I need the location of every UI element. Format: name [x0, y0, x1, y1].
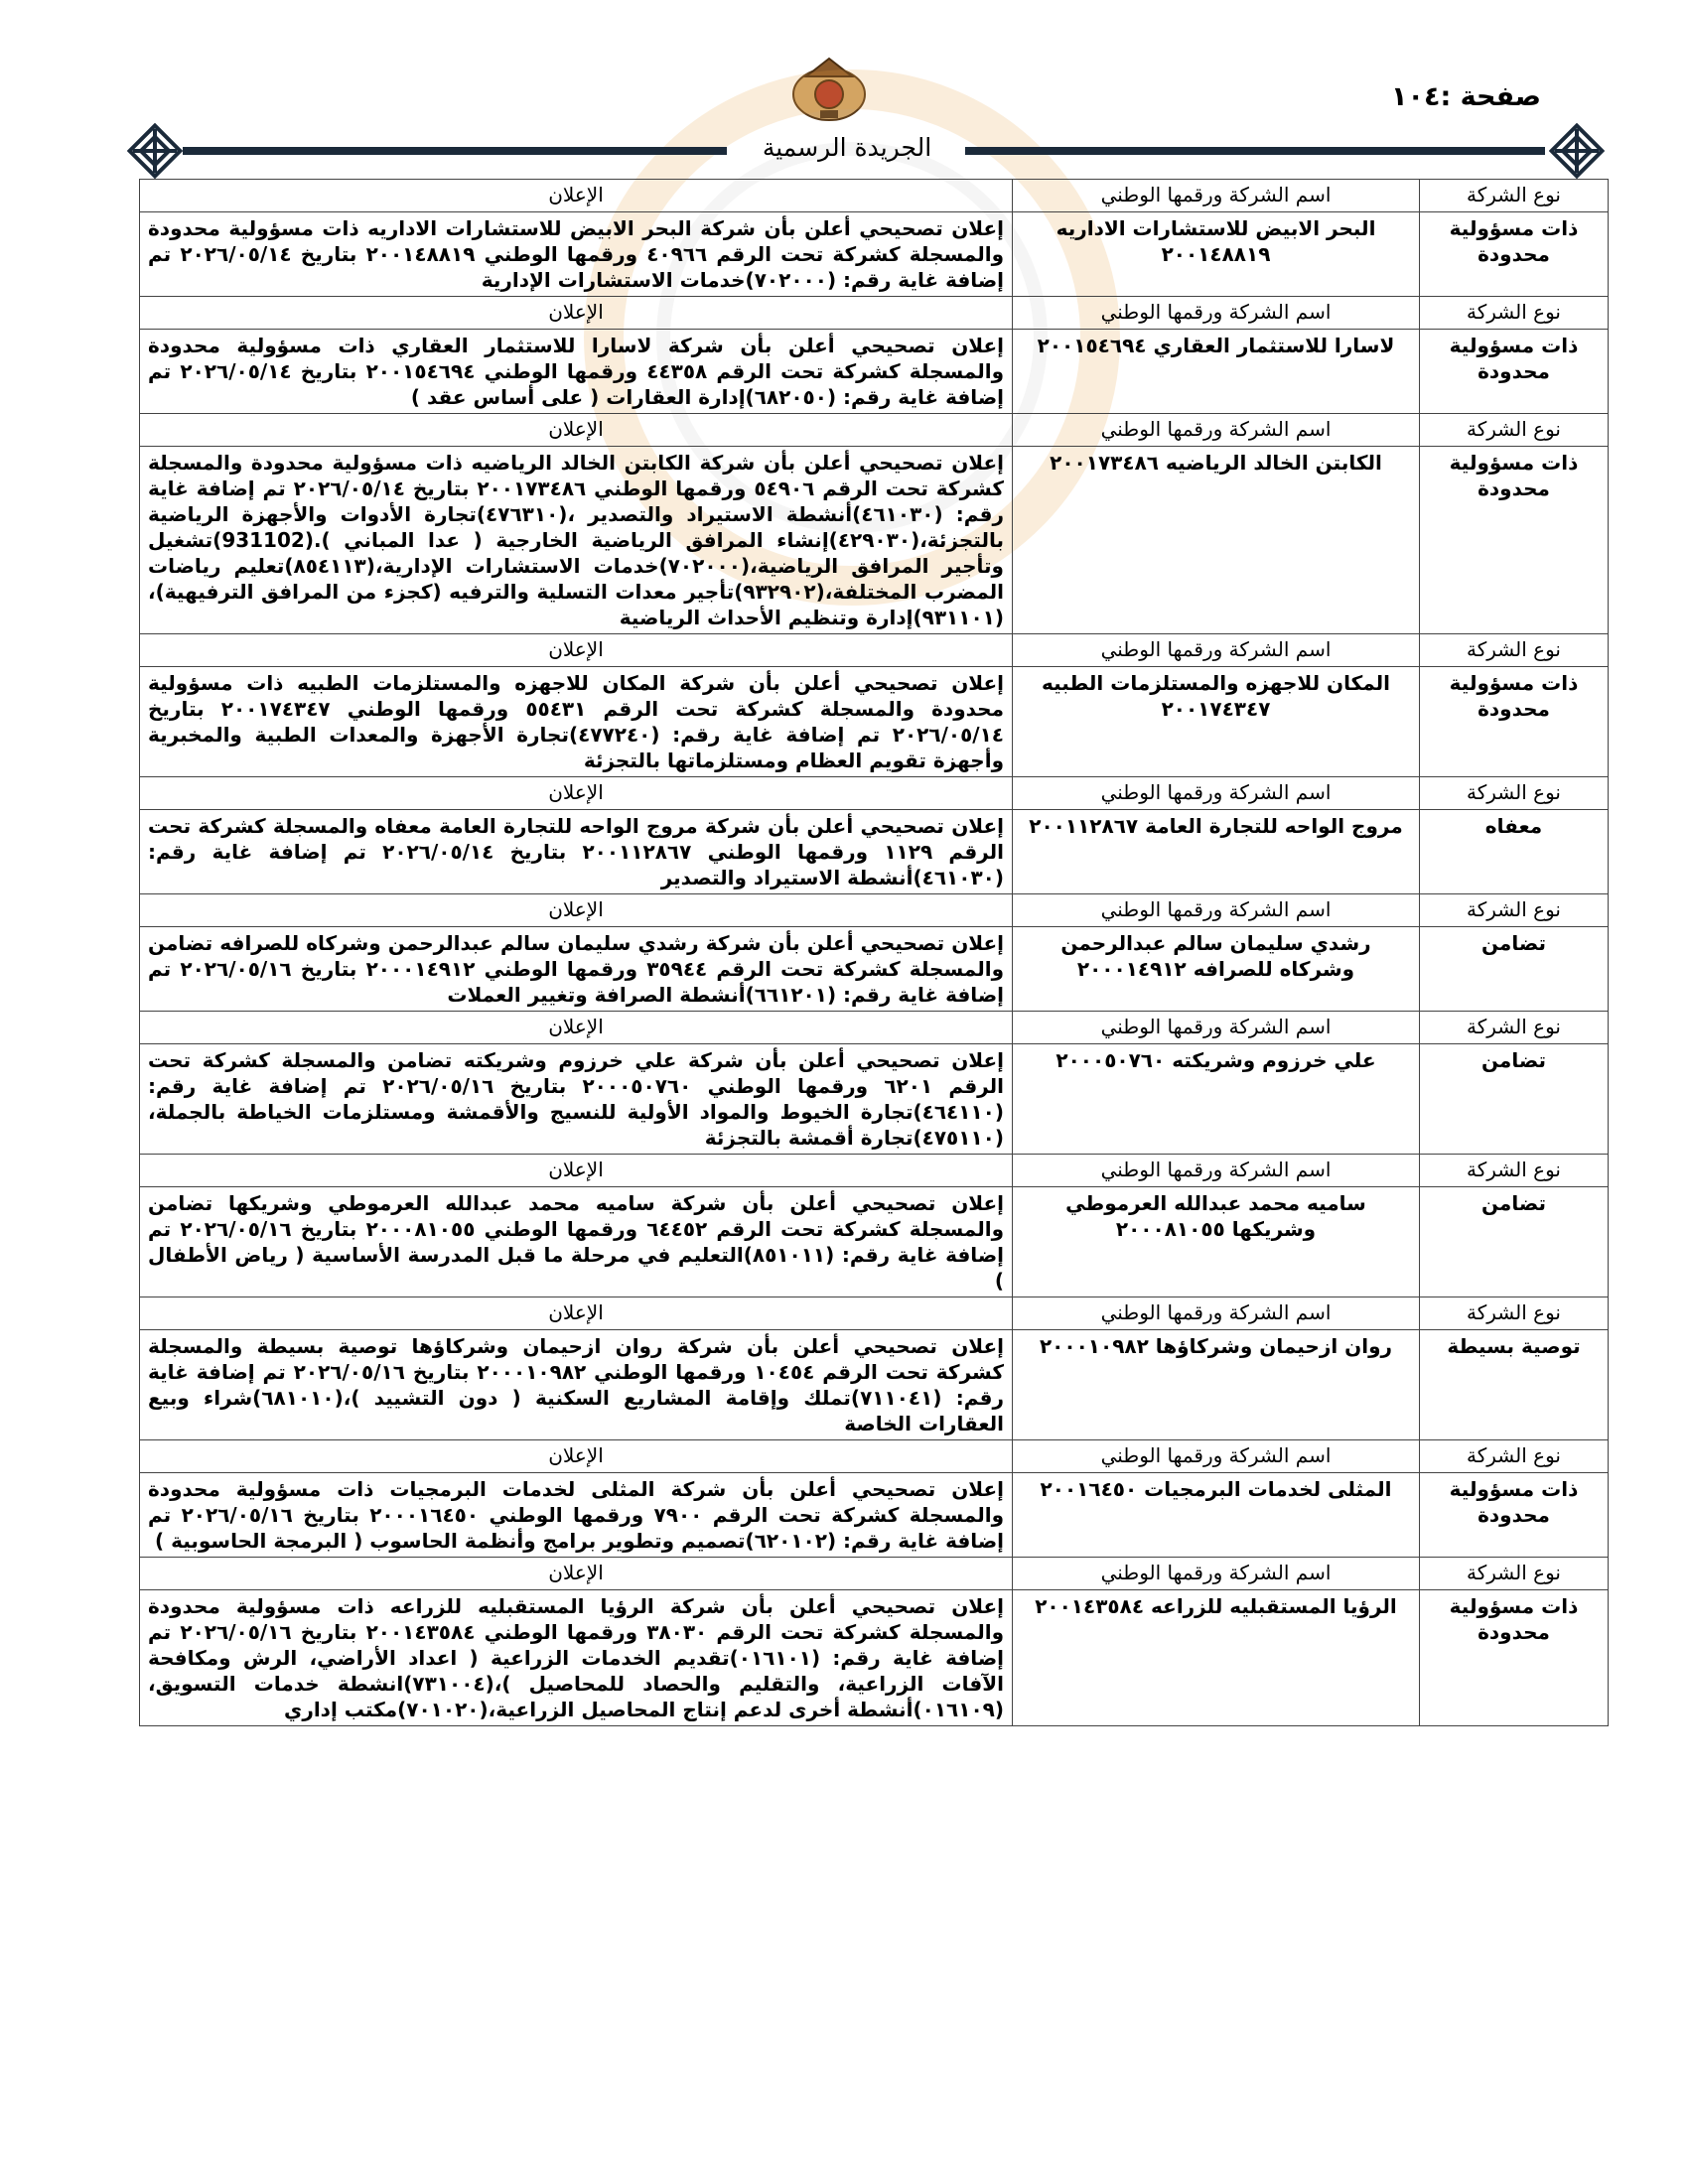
header-company-name: اسم الشركة ورقمها الوطني: [1013, 894, 1420, 927]
table-row: [140, 927, 1609, 1012]
table-header-row: [140, 180, 1609, 212]
table-header-row: [140, 414, 1609, 447]
table-row: [140, 1473, 1609, 1558]
company-name: مروج الواحه للتجارة العامة ٢٠٠١١٢٨٦٧: [1013, 810, 1420, 894]
announcement-text: إعلان تصحيحي أعلن بأن شركة ساميه محمد عبدالله العرموطي وشريكها تضامن والمسجلة كشركة تحت الرقم ٦٤٤٥٢ ورقمها الوطني ٢٠٠٠٨١٠٥٥ بتاريخ ٢٠٢٦/٠٥/١٦ تم إضافة غاية رقم: (٨٥١٠١١)التعليم في مرحلة ما قبل المدرسة الأساسية ( رياض الأطفال ): [140, 1187, 1013, 1297]
header-company-name: اسم الشركة ورقمها الوطني: [1013, 1558, 1420, 1590]
table-header-row: [140, 634, 1609, 667]
header-announcement: الإعلان: [140, 1558, 1013, 1590]
company-name: علي خرزوم وشريكته ٢٠٠٠٥٠٧٦٠: [1013, 1044, 1420, 1155]
ornament-knot-icon: [1549, 123, 1605, 179]
company-type: ذات مسؤولية محدودة: [1420, 212, 1609, 297]
company-type: تضامن: [1420, 1044, 1609, 1155]
company-name: لاسارا للاستثمار العقاري ٢٠٠١٥٤٦٩٤: [1013, 330, 1420, 414]
company-type: ذات مسؤولية محدودة: [1420, 1590, 1609, 1726]
company-type: توصية بسيطة: [1420, 1330, 1609, 1440]
header-company-type: نوع الشركة: [1420, 1440, 1609, 1473]
announcement-text: إعلان تصحيحي أعلن بأن شركة علي خرزوم وشريكته تضامن والمسجلة كشركة تحت الرقم ٦٢٠١ ورقمها الوطني ٢٠٠٠٥٠٧٦٠ بتاريخ ٢٠٢٦/٠٥/١٦ تم إضافة غاية رقم: (٤٦٤١١٠)تجارة الخيوط والمواد الأولية للنسيج والأقمشة ومستلزمات الخياطة بالجملة،(٤٧٥١١٠)تجارة أقمشة بالتجزئة: [140, 1044, 1013, 1155]
header-company-type: نوع الشركة: [1420, 1155, 1609, 1187]
header-announcement: الإعلان: [140, 1297, 1013, 1330]
header-company-name: اسم الشركة ورقمها الوطني: [1013, 1297, 1420, 1330]
company-name: روان ازحيمان وشركاؤها ٢٠٠٠١٠٩٨٢: [1013, 1330, 1420, 1440]
header-announcement: الإعلان: [140, 414, 1013, 447]
header-announcement: الإعلان: [140, 1155, 1013, 1187]
table-header-row: [140, 1440, 1609, 1473]
company-name: الرؤيا المستقبليه للزراعه ٢٠٠١٤٣٥٨٤: [1013, 1590, 1420, 1726]
header-company-name: اسم الشركة ورقمها الوطني: [1013, 1440, 1420, 1473]
header-announcement: الإعلان: [140, 297, 1013, 330]
table-header-row: [140, 1012, 1609, 1044]
gazette-title: الجريدة الرسمية: [762, 133, 932, 162]
company-type: ذات مسؤولية محدودة: [1420, 447, 1609, 634]
ornament-knot-icon: [127, 123, 183, 179]
announcements-table: [139, 179, 1609, 1726]
table-header-row: [140, 297, 1609, 330]
page-number: صفحة :١٠٤: [1390, 81, 1541, 112]
company-name: رشدي سليمان سالم عبدالرحمن وشركاه للصرافه ٢٠٠٠١٤٩١٢: [1013, 927, 1420, 1012]
header-announcement: الإعلان: [140, 894, 1013, 927]
header-company-type: نوع الشركة: [1420, 180, 1609, 212]
table-row: [140, 1590, 1609, 1726]
announcement-text: إعلان تصحيحي أعلن بأن شركة الرؤيا المستقبليه للزراعه ذات مسؤولية محدودة والمسجلة كشركة تحت الرقم ٣٨٠٣٠ ورقمها الوطني ٢٠٠١٤٣٥٨٤ بتاريخ ٢٠٢٦/٠٥/١٦ تم إضافة غاية رقم: (٠١٦١٠١)تقديم الخدمات الزراعية ( اعداد الأراضي، الرش ومكافحة الآفات الزراعية، والتقليم والحصاد للمحاصيل )،(٧٣١٠٠٤)انشطة خدمات التسويق،(٠١٦١٠٩)أنشطة أخرى لدعم إنتاج المحاصيل الزراعية،(٧٠١٠٢٠)مكتب إداري: [140, 1590, 1013, 1726]
company-name: ساميه محمد عبدالله العرموطي وشريكها ٢٠٠٠٨١٠٥٥: [1013, 1187, 1420, 1297]
table-row: [140, 1330, 1609, 1440]
table-row: [140, 667, 1609, 777]
header-announcement: الإعلان: [140, 180, 1013, 212]
announcement-text: إعلان تصحيحي أعلن بأن شركة البحر الابيض للاستشارات الاداريه ذات مسؤولية محدودة والمسجلة كشركة تحت الرقم ٤٠٩٦٦ ورقمها الوطني ٢٠٠١٤٨٨١٩ بتاريخ ٢٠٢٦/٠٥/١٤ تم إضافة غاية رقم: (٧٠٢٠٠٠)خدمات الاستشارات الإدارية: [140, 212, 1013, 297]
company-type: معفاه: [1420, 810, 1609, 894]
header-company-type: نوع الشركة: [1420, 777, 1609, 810]
table-header-row: [140, 894, 1609, 927]
header-rule-left: [183, 147, 727, 155]
header-company-type: نوع الشركة: [1420, 634, 1609, 667]
table-header-row: [140, 1558, 1609, 1590]
announcement-text: إعلان تصحيحي أعلن بأن شركة رشدي سليمان سالم عبدالرحمن وشركاه للصرافه تضامن والمسجلة كشركة تحت الرقم ٣٥٩٤٤ ورقمها الوطني ٢٠٠٠١٤٩١٢ بتاريخ ٢٠٢٦/٠٥/١٦ تم إضافة غاية رقم: (٦٦١٢٠١)أنشطة الصرافة وتغيير العملات: [140, 927, 1013, 1012]
company-type: ذات مسؤولية محدودة: [1420, 330, 1609, 414]
header-company-name: اسم الشركة ورقمها الوطني: [1013, 634, 1420, 667]
header-announcement: الإعلان: [140, 634, 1013, 667]
announcement-text: إعلان تصحيحي أعلن بأن شركة الكابتن الخالد الرياضيه ذات مسؤولية محدودة والمسجلة كشركة تحت الرقم ٥٤٩٠٦ ورقمها الوطني ٢٠٠١٧٣٤٨٦ بتاريخ ٢٠٢٦/٠٥/١٤ تم إضافة غاية رقم: (٤٦١٠٣٠)أنشطة الاستيراد والتصدير ،(٤٧٦٣١٠)تجارة الأدوات والأجهزة الرياضية بالتجزئة،(٤٢٩٠٣٠)إنشاء المرافق الرياضية الخارجية ( عدا المباني ).(931102)تشغيل وتأجير المرافق الرياضية،(٧٠٢٠٠٠)خدمات الاستشارات الإدارية،(٨٥٤١١٣)تعليم رياضات المضرب المختلفة،(٩٣٢٩٠٢)تأجير معدات التسلية والترفيه (كجزء من المرافق الترفيهية)،(٩٣١١٠١)إدارة وتنظيم الأحداث الرياضية: [140, 447, 1013, 634]
table-header-row: [140, 1297, 1609, 1330]
header-company-name: اسم الشركة ورقمها الوطني: [1013, 180, 1420, 212]
table-row: [140, 1044, 1609, 1155]
table-header-row: [140, 777, 1609, 810]
table-row: [140, 810, 1609, 894]
table-row: [140, 1187, 1609, 1297]
company-type: تضامن: [1420, 1187, 1609, 1297]
table-header-row: [140, 1155, 1609, 1187]
announcement-text: إعلان تصحيحي أعلن بأن شركة لاسارا للاستثمار العقاري ذات مسؤولية محدودة والمسجلة كشركة تحت الرقم ٤٤٣٥٨ ورقمها الوطني ٢٠٠١٥٤٦٩٤ بتاريخ ٢٠٢٦/٠٥/١٤ تم إضافة غاية رقم: (٦٨٢٠٥٠)إدارة العقارات ( على أساس عقد ): [140, 330, 1013, 414]
announcement-text: إعلان تصحيحي أعلن بأن شركة روان ازحيمان وشركاؤها توصية بسيطة والمسجلة كشركة تحت الرقم ١٠٤٥٤ ورقمها الوطني ٢٠٠٠١٠٩٨٢ بتاريخ ٢٠٢٦/٠٥/١٦ تم إضافة غاية رقم: (٧١١٠٤١)تملك وإقامة المشاريع السكنية ( دون التشييد )،(٦٨١٠١٠)شراء وبيع العقارات الخاصة: [140, 1330, 1013, 1440]
header-announcement: الإعلان: [140, 777, 1013, 810]
company-type: ذات مسؤولية محدودة: [1420, 667, 1609, 777]
company-name: المثلى لخدمات البرمجيات ٢٠٠١٦٤٥٠: [1013, 1473, 1420, 1558]
header-company-type: نوع الشركة: [1420, 297, 1609, 330]
announcement-text: إعلان تصحيحي أعلن بأن شركة المكان للاجهزه والمستلزمات الطبيه ذات مسؤولية محدودة والمسجلة كشركة تحت الرقم ٥٥٤٣١ ورقمها الوطني ٢٠٠١٧٤٣٤٧ بتاريخ ٢٠٢٦/٠٥/١٤ تم إضافة غاية رقم: (٤٧٧٢٤٠)تجارة الأجهزة والمعدات الطبية والمخبرية وأجهزة تقويم العظام ومستلزماتها بالتجزئة: [140, 667, 1013, 777]
header-company-type: نوع الشركة: [1420, 1297, 1609, 1330]
header-rule-right: [965, 147, 1545, 155]
company-type: تضامن: [1420, 927, 1609, 1012]
header-announcement: الإعلان: [140, 1012, 1013, 1044]
company-name: الكابتن الخالد الرياضيه ٢٠٠١٧٣٤٨٦: [1013, 447, 1420, 634]
company-type: ذات مسؤولية محدودة: [1420, 1473, 1609, 1558]
company-name: المكان للاجهزه والمستلزمات الطبيه ٢٠٠١٧٤٣٤٧: [1013, 667, 1420, 777]
table-row: [140, 447, 1609, 634]
company-name: البحر الابيض للاستشارات الاداريه ٢٠٠١٤٨٨١٩: [1013, 212, 1420, 297]
header-company-type: نوع الشركة: [1420, 894, 1609, 927]
header-company-name: اسم الشركة ورقمها الوطني: [1013, 414, 1420, 447]
announcement-text: إعلان تصحيحي أعلن بأن شركة مروج الواحه للتجارة العامة معفاه والمسجلة كشركة تحت الرقم ١١٢٩ ورقمها الوطني ٢٠٠١١٢٨٦٧ بتاريخ ٢٠٢٦/٠٥/١٤ تم إضافة غاية رقم: (٤٦١٠٣٠)أنشطة الاستيراد والتصدير: [140, 810, 1013, 894]
announcement-text: إعلان تصحيحي أعلن بأن شركة المثلى لخدمات البرمجيات ذات مسؤولية محدودة والمسجلة كشركة تحت الرقم ٧٩٠٠ ورقمها الوطني ٢٠٠٠١٦٤٥٠ بتاريخ ٢٠٢٦/٠٥/١٦ تم إضافة غاية رقم: (٦٢٠١٠٢)تصميم وتطوير برامج وأنظمة الحاسوب ( البرمجة الحاسوبية ): [140, 1473, 1013, 1558]
header-company-type: نوع الشركة: [1420, 1558, 1609, 1590]
header-announcement: الإعلان: [140, 1440, 1013, 1473]
table-row: [140, 212, 1609, 297]
header-company-name: اسم الشركة ورقمها الوطني: [1013, 297, 1420, 330]
header-company-name: اسم الشركة ورقمها الوطني: [1013, 777, 1420, 810]
header-company-type: نوع الشركة: [1420, 414, 1609, 447]
header-company-type: نوع الشركة: [1420, 1012, 1609, 1044]
header-company-name: اسم الشركة ورقمها الوطني: [1013, 1012, 1420, 1044]
table-row: [140, 330, 1609, 414]
header-company-name: اسم الشركة ورقمها الوطني: [1013, 1155, 1420, 1187]
